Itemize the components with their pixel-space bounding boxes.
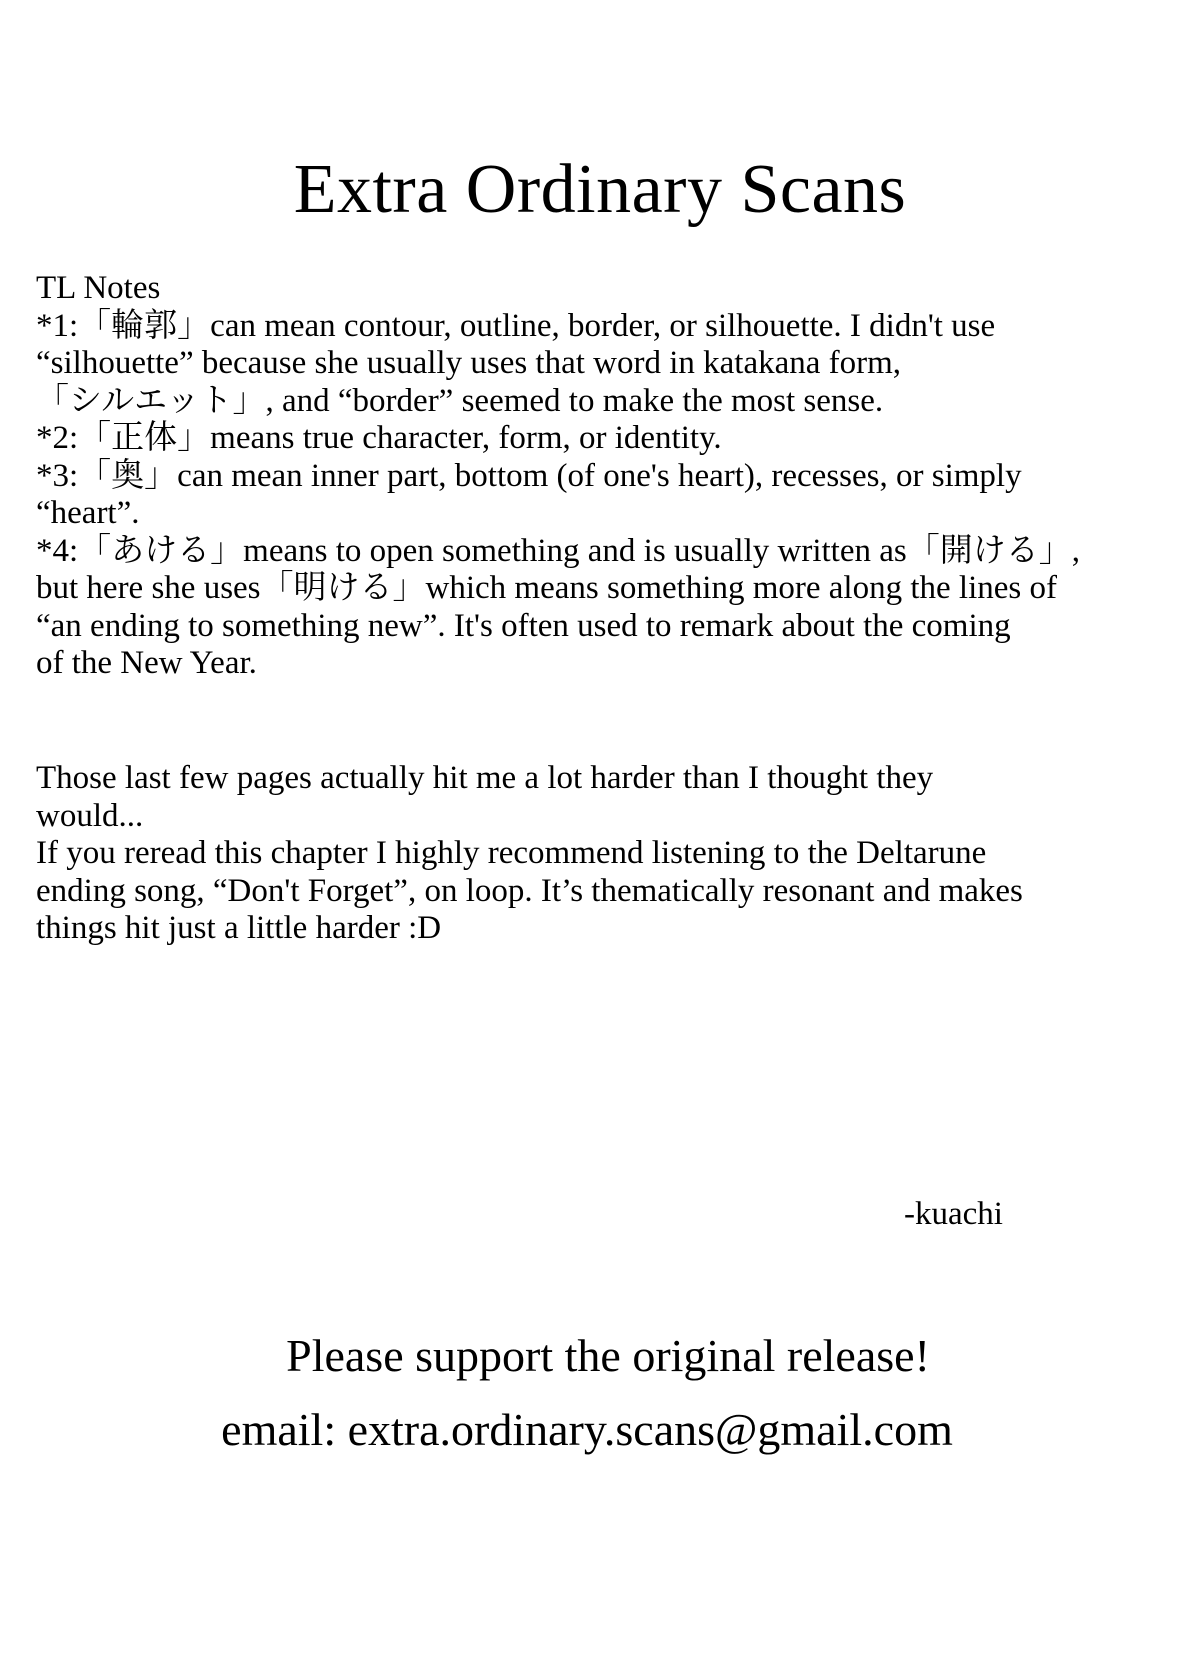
afterword — [36, 760, 1176, 948]
tl-note-line: *2:「正体」means true character, form, or identity. — [36, 420, 722, 456]
tl-note-line: *3:「奥」can mean inner part, bottom (of one's heart), recesses, or simply — [36, 457, 1022, 494]
tl-notes — [36, 270, 1176, 683]
tl-note-line: but here she uses「明ける」which means something more along the lines of — [36, 570, 1057, 606]
tl-note-line: “an ending to something new”. It's often used to remark about the coming — [36, 607, 1011, 644]
afterword-line: If you reread this chapter I highly recommend listening to the Deltarune — [36, 835, 987, 871]
afterword-line: things hit just a little harder :D — [36, 910, 442, 946]
tl-notes-heading: TL Notes — [36, 270, 161, 306]
afterword-line: would... — [36, 797, 144, 834]
tl-note-line: *1:「輪郭」can mean contour, outline, border, or silhouette. I didn't use — [36, 307, 996, 344]
tl-note-line: *4:「あける」means to open something and is usually written as「開ける」, — [36, 532, 1080, 569]
tl-note-line: of the New Year. — [36, 645, 257, 681]
tl-note-line: 「シルエット」, and “border” seemed to make the most sense. — [36, 382, 884, 419]
afterword-line: Those last few pages actually hit me a lot harder than I thought they — [36, 760, 934, 796]
tl-note-line: “silhouette” because she usually uses that word in katakana form, — [36, 345, 902, 381]
signature: -kuachi — [904, 1196, 1003, 1232]
tl-note-line: “heart”. — [36, 495, 140, 531]
support-message: Please support the original release! — [286, 1330, 930, 1381]
page-title: Extra Ordinary Scans — [293, 151, 907, 228]
afterword-line: ending song, “Don't Forget”, on loop. It’s thematically resonant and makes — [36, 872, 1023, 909]
contact-email: email: extra.ordinary.scans@gmail.com — [221, 1404, 953, 1455]
